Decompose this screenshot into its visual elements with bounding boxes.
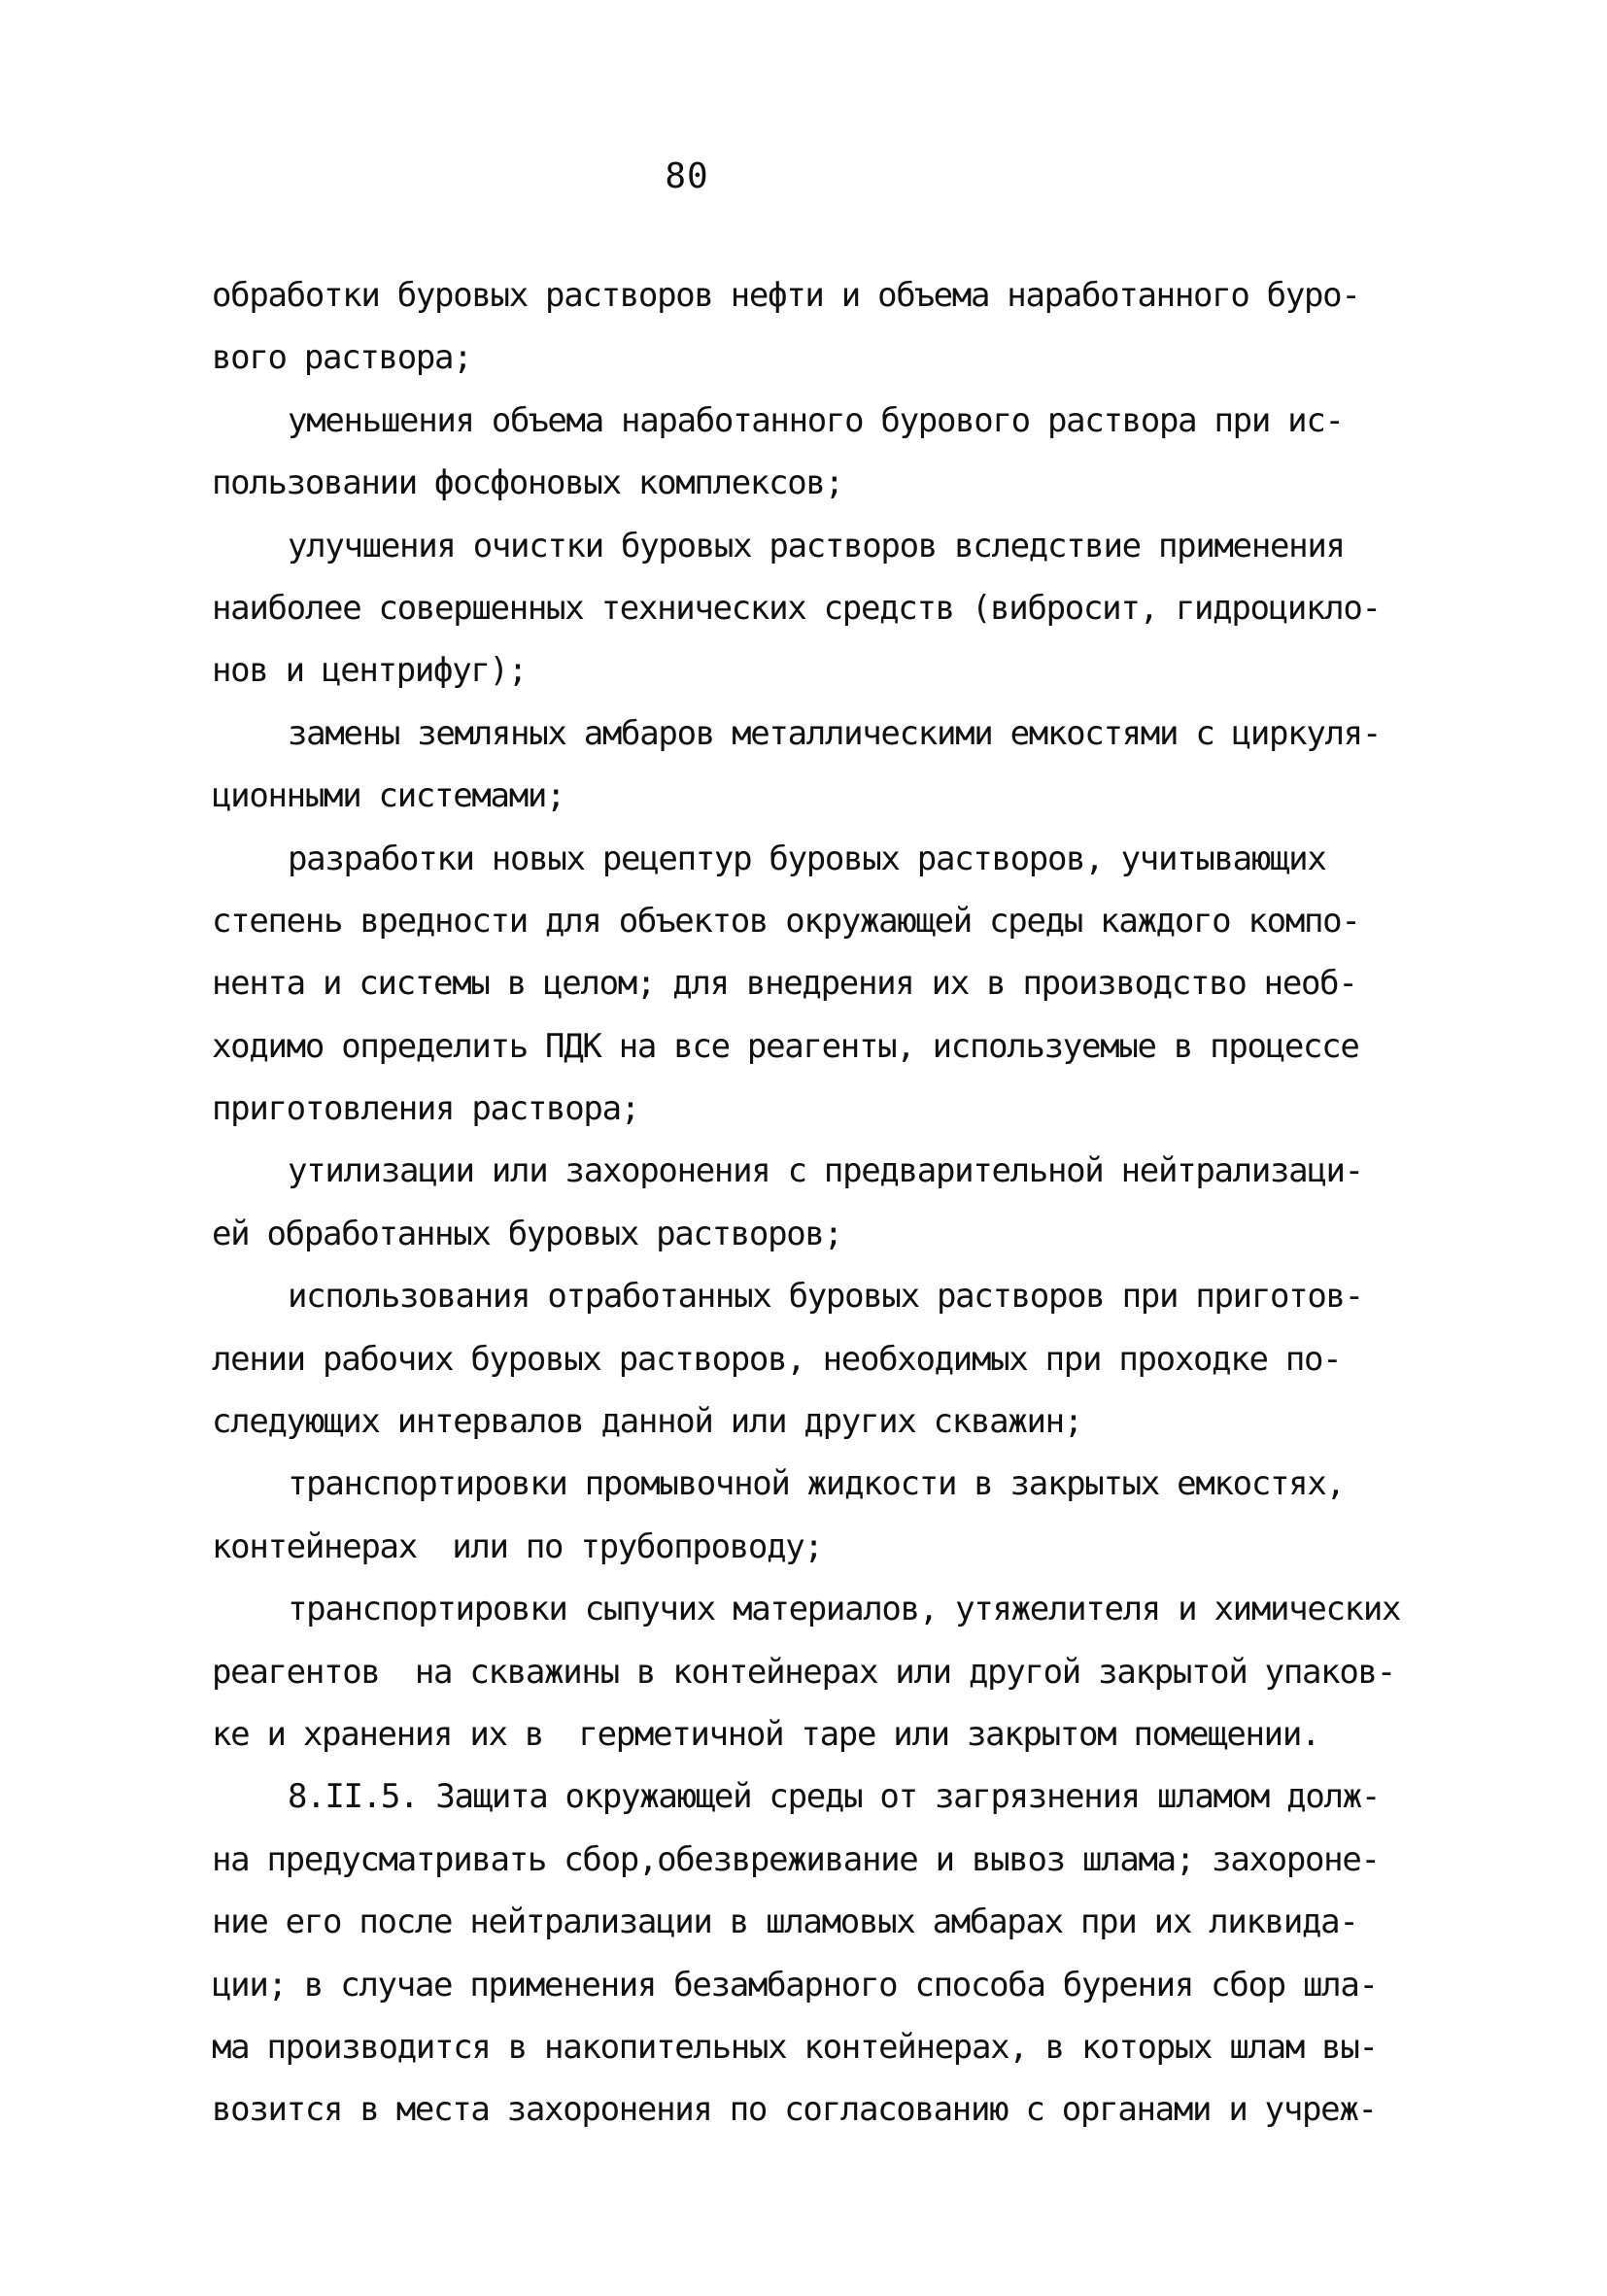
text-line: транспортировки промывочной жидкости в закрытых емкостях, xyxy=(288,1464,1345,1504)
text-line: реагентов на скважины в контейнерах или другой закрытой упаков- xyxy=(212,1652,1395,1692)
text-line: уменьшения объема наработанного бурового раствора при ис- xyxy=(288,400,1344,440)
text-line: ке и хранения их в герметичной таре или закрытом помещении. xyxy=(212,1714,1320,1754)
text-line: приготовления раствора; xyxy=(212,1089,639,1129)
text-line: контейнерах или по трубопроводу; xyxy=(212,1526,823,1566)
text-line: степень вредности для объектов окружающей среды каждого компо- xyxy=(212,901,1360,941)
text-line: ционными системами; xyxy=(212,776,565,816)
text-line: ции; в случае применения безамбарного способа бурения сбор шла- xyxy=(212,1965,1378,2005)
text-line: улучшения очистки буровых растворов вследствие применения xyxy=(288,526,1345,565)
text-line: ходимо определить ПДК на все реагенты, используемые в процессе xyxy=(212,1026,1359,1066)
text-line: замены земляных амбаров металлическими емкостями с циркуля- xyxy=(288,713,1382,753)
text-line: вого раствора; xyxy=(212,338,472,378)
text-line: ма производится в накопительных контейнерах, в которых шлам вы- xyxy=(212,2027,1378,2067)
text-line: обработки буровых растворов нефти и объема наработанного буро- xyxy=(212,276,1360,315)
text-line: нов и центрифуг); xyxy=(212,651,527,691)
text-line: следующих интервалов данной или других скважин; xyxy=(212,1402,1082,1442)
text-line: разработки новых рецептур буровых растворов, учитывающих xyxy=(288,839,1326,878)
text-line: лении рабочих буровых растворов, необходимых при проходке по- xyxy=(212,1339,1342,1379)
body-text xyxy=(212,264,1446,2142)
text-line: 8.II.5. Защита окружающей среды от загрязнения шламом долж- xyxy=(288,1777,1381,1817)
text-line: утилизации или захоронения с предварительной нейтрализаци- xyxy=(288,1151,1363,1191)
text-line: на предусматривать сбор,обезвреживание и вывоз шлама; захороне- xyxy=(212,1839,1380,1879)
text-line: ей обработанных буровых растворов; xyxy=(212,1214,842,1253)
text-line: наиболее совершенных технических средств (вибросит, гидроцикло- xyxy=(212,588,1381,628)
text-line: использования отработанных буровых растворов при приготов- xyxy=(288,1277,1363,1317)
text-line: транспортировки сыпучих материалов, утяжелителя и химических xyxy=(288,1590,1401,1629)
text-line: нента и системы в целом; для внедрения их в производство необ- xyxy=(212,964,1357,1004)
text-line: пользовании фосфоновых комплексов; xyxy=(212,463,843,503)
text-line: ние его после нейтрализации в шламовых амбарах при их ликвида- xyxy=(212,1902,1358,1942)
page-number: 80 xyxy=(665,156,709,196)
text-line: возится в места захоронения по согласованию с органами и учреж- xyxy=(212,2090,1377,2130)
